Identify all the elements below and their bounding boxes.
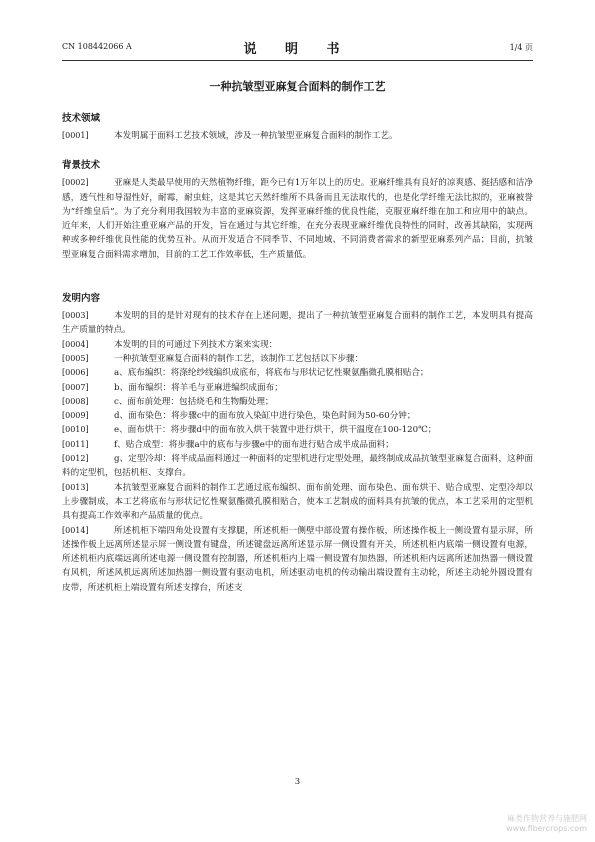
header-rule: [62, 60, 533, 61]
paragraph-0013: [62, 481, 533, 524]
paragraph-number: [0012]: [62, 454, 89, 464]
section-heading-invention: 发明内容: [62, 293, 101, 305]
section-heading-background: 背景技术: [62, 160, 101, 172]
paragraph-number: [0010]: [62, 425, 89, 435]
paragraph-number: [0008]: [62, 396, 89, 406]
paragraph-text: e、面布烘干：将步骤d中的面布放入烘干装置中进行烘干，烘干温度在100-120℃；: [114, 425, 437, 436]
patent-number: CN 108442066 A: [62, 42, 132, 51]
paragraph-text: g、定型冷却：将半成品面料通过一种面料的定型机进行定型处理，最终制成成品抗皱型亚麻复合面料，这种面料的定型机，包括机柜、支撑台。: [62, 454, 533, 479]
paragraph-0005: [62, 352, 533, 366]
paragraph-0014: [62, 524, 533, 595]
paragraph-text: 亚麻是人类最早使用的天然植物纤维，距今已有1万年以上的历史。亚麻纤维具有良好的凉爽感、挺括感和洁净感，透气性和导湿性好，耐霉，耐虫蛀，这是其它天然纤维所不具备而且无法取代的，也是化学纤维无法比拟的，亚麻被誉为“纤维皇后”。为了充分利用我国较为丰富的亚麻资源，发挥亚麻纤维的优良性能，克服亚麻纤维在加工和应用中的缺点。近年来，人们开始注重亚麻产品的开发，旨在通过与其它纤维，在充分表现亚麻纤维优良特性的同时，改善其缺陷，实现两种或多种纤维优良性能的优势互补。从而开发适合不同季节、不同地域、不同消费者需求的新型亚麻系列产品；目前，抗皱型亚麻复合面料需求增加，目前的工艺工作效率低，生产质量低。: [62, 178, 533, 260]
doc-type-title: 说 明 书: [243, 42, 352, 57]
watermark-url: www.fibercrops.com: [506, 824, 587, 833]
document-body: [62, 78, 533, 595]
paragraph-text: f、贴合成型：将步骤a中的底布与步骤e中的面布进行贴合成半成品面料；: [114, 439, 394, 450]
page-number: 3: [294, 777, 301, 787]
paragraph-number: [0003]: [62, 311, 89, 321]
paragraph-number: [0014]: [62, 525, 89, 535]
paragraph-number: [0013]: [62, 482, 89, 492]
paragraph-text: 本发明属于面料工艺技术领域，涉及一种抗皱型亚麻复合面料的制作工艺。: [114, 131, 398, 141]
paragraph-number: [0007]: [62, 382, 89, 392]
paragraph-0007: [62, 381, 533, 395]
paragraph-text: 本发明的目的可通过下列技术方案来实现：: [114, 339, 278, 350]
paragraph-text: 本发明的目的是针对现有的技术存在上述问题，提出了一种抗皱型亚麻复合面料的制作工艺，本发明具有提高生产质量的特点。: [62, 311, 533, 336]
watermark-site-name: 麻类作物营养与施肥网: [507, 814, 587, 823]
paragraph-number: [0009]: [62, 411, 89, 421]
paragraph-number: [0002]: [62, 178, 89, 188]
paragraph-0008: [62, 395, 533, 409]
paragraph-0010: [62, 423, 533, 437]
paragraph-text: 本抗皱型亚麻复合面料的制作工艺通过底布编织、面布前处理、面布染色、面布烘干、贴合成型、定型冷却以上步骤制成，本工艺将底布与形状记忆性聚氨酯微孔膜相贴合，使本工艺制成的面料具有抗皱的优点，本工艺采用的定型机具有提高工作效率和产品质量的优点。: [62, 482, 533, 522]
paragraph-0012: [62, 452, 533, 481]
paragraph-0001: [62, 129, 533, 143]
site-watermark: [506, 814, 587, 834]
paragraph-text: c、面布前处理：包括烧毛和生物酶处理；: [114, 396, 274, 407]
paragraph-0011: [62, 438, 533, 452]
paragraph-0002: [62, 176, 533, 262]
paragraph-text: b、面布编织：将羊毛与亚麻进编织成面布；: [114, 382, 283, 393]
paragraph-number: [0011]: [62, 439, 89, 449]
paragraph-0003: [62, 309, 533, 338]
section-heading-tech-field: 技术领域: [62, 113, 101, 124]
paragraph-0009: [62, 409, 533, 423]
paragraph-number: [0001]: [62, 131, 89, 140]
page-header: [62, 38, 533, 58]
paragraph-number: [0005]: [62, 353, 89, 363]
paragraph-text: d、面布染色：将步骤c中的面布放入染缸中进行染色，染色时间为50-60分钟；: [114, 411, 416, 422]
paragraph-0006: [62, 366, 533, 380]
page-counter: 1/4 页: [509, 43, 533, 52]
invention-title: 一种抗皱型亚麻复合面料的制作工艺: [209, 80, 386, 93]
paragraph-number: [0006]: [62, 368, 89, 378]
paragraph-text: a、底布编织：将涤纶纱线编织成底布，将底布与形状记忆性聚氨酯微孔膜相贴合；: [114, 368, 429, 379]
paragraph-0004: [62, 338, 533, 352]
paragraph-text: 一种抗皱型亚麻复合面料的制作工艺，该制作工艺包括以下步骤：: [114, 353, 364, 364]
paragraph-text: 所述机柜下端四角处设置有支撑腿，所述机柜一侧壁中部设置有操作板，所述操作板上一侧设置有显示屏，所述操作板上远离所述显示屏一侧设置有键盘，所述键盘远离所述显示屏一侧设置有开关，所述机柜内底端一侧设置有电源，所述机柜内底端远离所述电源一侧设置有控制器，所述机柜内上端一侧设置有加热器，所述机柜内远离所述加热器一侧设置有风机，所述风机远离所述加热器一侧设置有驱动电机，所述驱动电机的传动输出端设置有主动轮，所述主动轮外圆设置有皮带，所述机柜上端设置有所述支撑台，所述支: [62, 525, 533, 593]
paragraph-number: [0004]: [62, 339, 89, 349]
